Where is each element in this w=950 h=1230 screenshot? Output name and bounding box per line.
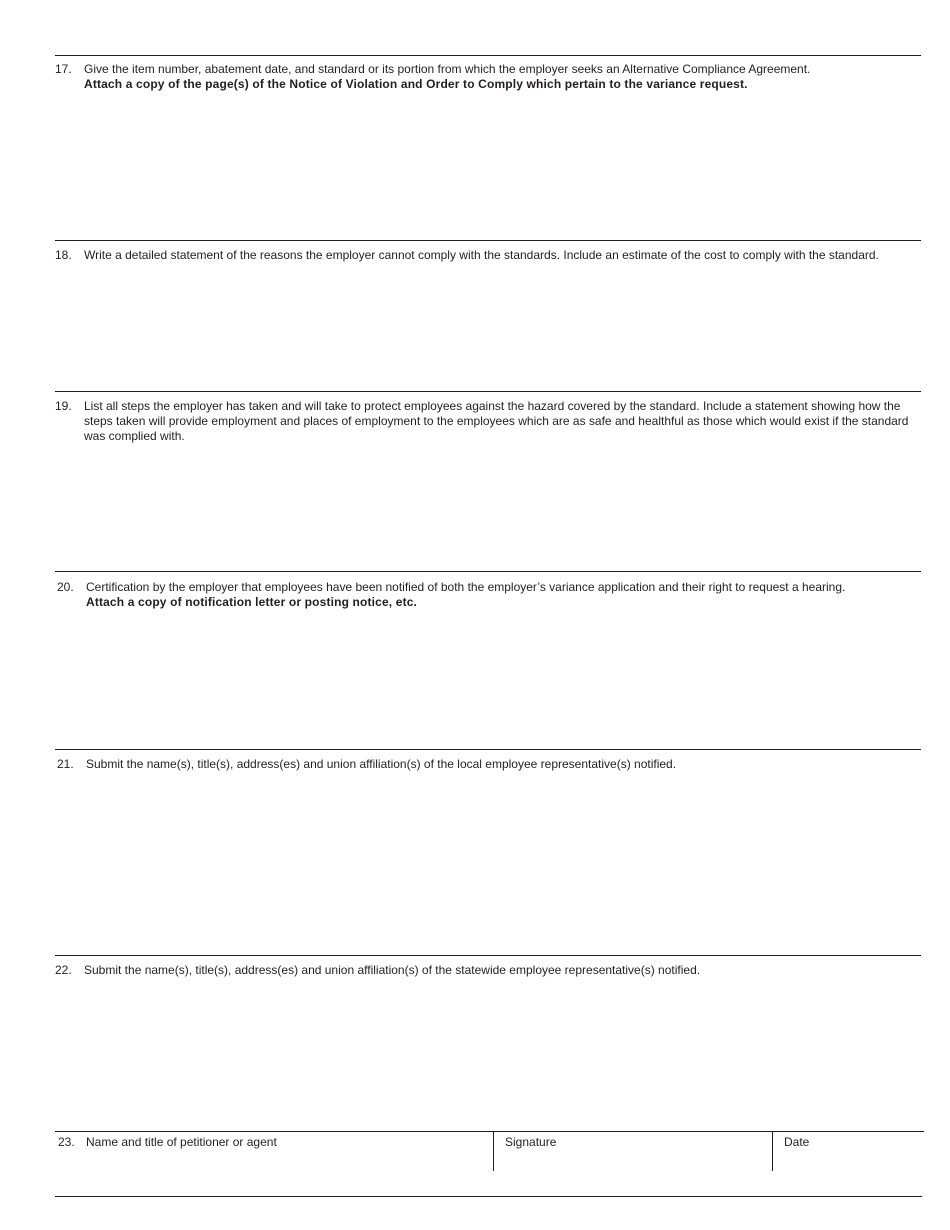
date-divider [772,1131,773,1171]
question-text: Submit the name(s), title(s), address(es) and union affiliation(s) of the statewide employee representative(s) notified. [84,963,701,977]
answer-area-20[interactable] [55,614,921,744]
date-label: Date [784,1135,810,1149]
petitioner-name-label: Name and title of petitioner or agent [86,1135,277,1149]
section-divider-20 [55,571,921,572]
section-divider-22 [55,955,921,956]
question-21 [57,757,919,772]
date-field[interactable] [774,1152,922,1192]
signature-field[interactable] [495,1152,771,1192]
question-number: 17. [55,62,72,76]
question-18 [55,248,917,263]
question-instruction: Attach a copy of the page(s) of the Notice of Violation and Order to Comply which pertain to the variance request. [84,77,748,91]
question-text: List all steps the employer has taken and will take to protect employees against the hazard covered by the standard. Include a statement showing how the steps taken will provide employment and places of employment to the employees which are as safe and healthful as those which would exist if the standard was complied with. [84,399,909,443]
question-17 [55,62,917,92]
signature-divider [493,1131,494,1171]
answer-area-21[interactable] [55,776,921,950]
question-number: 18. [55,248,72,262]
question-number: 22. [55,963,72,977]
question-20 [57,580,919,610]
question-text: Give the item number, abatement date, and standard or its portion from which the employer seeks an Alternative Compliance Agreement. [84,62,811,76]
form-bottom-rule [55,1196,922,1197]
answer-area-22[interactable] [55,982,921,1126]
section-divider-19 [55,391,921,392]
question-number: 20. [57,580,74,594]
question-number: 23. [58,1135,75,1149]
petitioner-name-field[interactable] [56,1152,492,1192]
question-text: Certification by the employer that employees have been notified of both the employer’s variance application and their right to request a hearing. [86,580,846,594]
answer-area-17[interactable] [55,95,921,235]
question-instruction: Attach a copy of notification letter or posting notice, etc. [86,595,418,609]
question-text: Write a detailed statement of the reasons the employer cannot comply with the standards. Include an estimate of the cost to comply with the standard. [84,248,879,262]
question-number: 21. [57,757,74,771]
signature-label: Signature [505,1135,557,1149]
section-divider-23 [55,1131,924,1132]
question-22 [55,963,917,978]
answer-area-18[interactable] [55,282,921,386]
section-divider-17 [55,55,921,56]
section-divider-21 [55,749,921,750]
section-divider-18 [55,240,921,241]
question-text: Submit the name(s), title(s), address(es) and union affiliation(s) of the local employee representative(s) notified. [86,757,677,771]
question-number: 19. [55,399,72,413]
answer-area-19[interactable] [55,448,921,566]
question-19 [55,399,917,444]
